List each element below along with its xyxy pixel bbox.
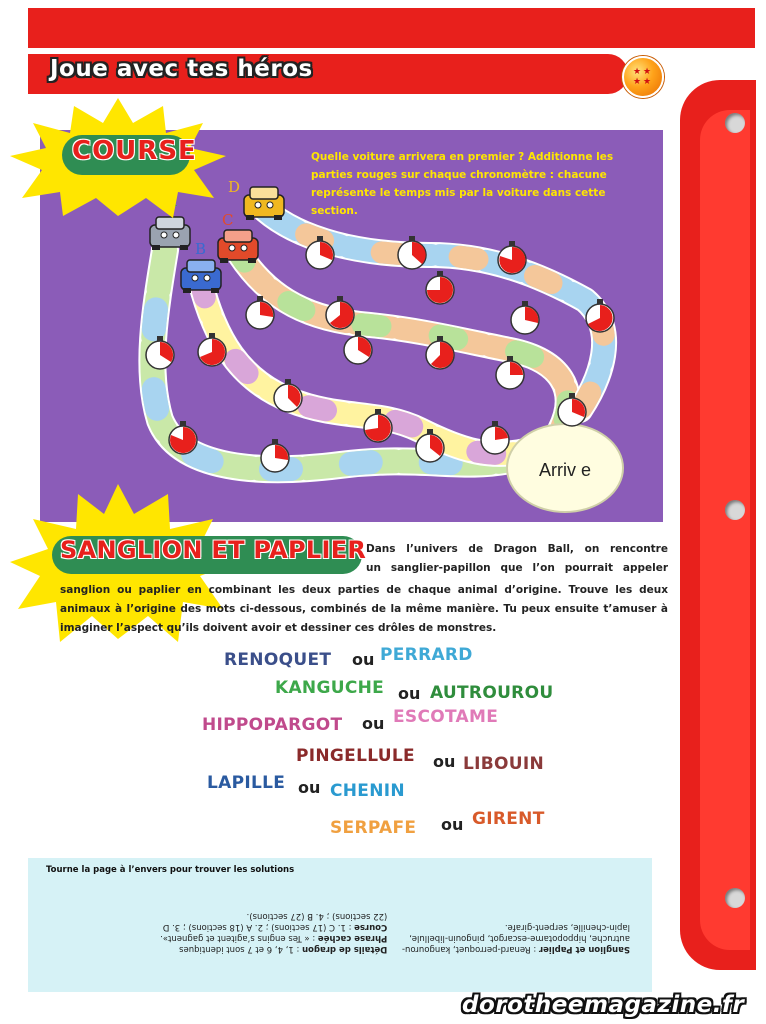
pair-word-a: LAPILLE [207, 773, 286, 793]
solution-heading: Phrase cachée [317, 933, 388, 943]
pair-word-b: PERRARD [380, 645, 473, 665]
pair-connector: ou [298, 778, 321, 797]
solution-text: : « Tes engins s’agitent et gagnent». [160, 933, 318, 943]
solutions-upside-down [140, 910, 630, 954]
solutions-hint: Tourne la page à l’envers pour trouver les solutions [46, 865, 295, 875]
course-instructions: Quelle voiture arrivera en premier ? Additionne les parties rouges sur chaque chronomètre : chacune représente le temps mis par la voiture dans cette section. [311, 151, 614, 217]
pair-word-a: HIPPOPARGOT [202, 715, 343, 735]
pair-connector: ou [441, 815, 464, 834]
pair-word-b: ESCOTAME [393, 707, 499, 727]
sanglion-intro-line2: un sanglier-papillon que l’on pourrait appeler [366, 562, 668, 574]
page-title: Joue avec tes héros [50, 56, 313, 82]
car-label-c: C [222, 211, 234, 229]
pair-word-b: CHENIN [330, 781, 405, 801]
binder-hole [725, 500, 745, 520]
pair-word-a: PINGELLULE [296, 746, 415, 766]
binder-hole [725, 888, 745, 908]
sanglion-title: SANGLION ET PAPLIER [60, 536, 367, 564]
watermark-logo: dorotheemagazine.fr [462, 992, 745, 1018]
car-a-icon [150, 217, 190, 250]
sanglion-intro-line1: Dans l’univers de Dragon Ball, on rencontre [366, 543, 668, 555]
car-label-d: D [228, 178, 241, 196]
pair-connector: ou [398, 684, 421, 703]
solutions-column-1 [390, 921, 630, 954]
top-banner [28, 8, 755, 48]
pair-word-a: KANGUCHE [275, 678, 385, 698]
pair-connector: ou [352, 650, 375, 669]
binder-strip-inner [700, 110, 750, 950]
pair-word-a: RENOQUET [224, 650, 332, 670]
car-c-icon [218, 230, 258, 263]
pair-word-b: GIRENT [472, 809, 545, 829]
car-b-icon [181, 260, 221, 293]
sanglion-instructions: sanglion ou paplier en combinant les deux parties de chaque animal d’origine. Trouve les deux animaux à l’origine des mots ci-dessous, combinés de la même manière. Tu peux ensuite t’amuser à imaginer l’aspect qu’ils doivent avoir et dessiner ces drôles de monstres. [60, 584, 668, 634]
solution-text: : 1, 4, 6 et 7 sont identiques [179, 944, 303, 954]
dragon-ball-icon: ★ ★ ★ ★ [622, 56, 664, 98]
pair-connector: ou [433, 752, 456, 771]
pair-word-b: AUTROUROU [430, 683, 554, 703]
solution-heading: Détails de dragon [302, 944, 388, 954]
car-label-b: B [195, 240, 207, 258]
solution-text: : Renard-perroquet, kangourou-autruche, hippopotame-escargot, pingouin-libellule, lapin-chenille, serpent-girafe. [401, 922, 630, 954]
solution-heading: Sanglion et Paplier [538, 944, 630, 954]
course-title: COURSE [72, 136, 197, 166]
solution-heading: Course [354, 922, 388, 932]
finish-label: Arriv e [538, 460, 592, 480]
solution-text: : 1. C (17 sections) ; 2. A (18 sections) ; 3. D (22 sections) ; 4. B (27 sections). [162, 911, 388, 932]
binder-hole [725, 113, 745, 133]
pair-word-a: SERPAFE [330, 818, 417, 838]
pair-connector: ou [362, 714, 385, 733]
car-d-icon [244, 187, 284, 220]
pair-word-b: LIBOUIN [463, 754, 545, 774]
solutions-column-2 [147, 910, 387, 954]
